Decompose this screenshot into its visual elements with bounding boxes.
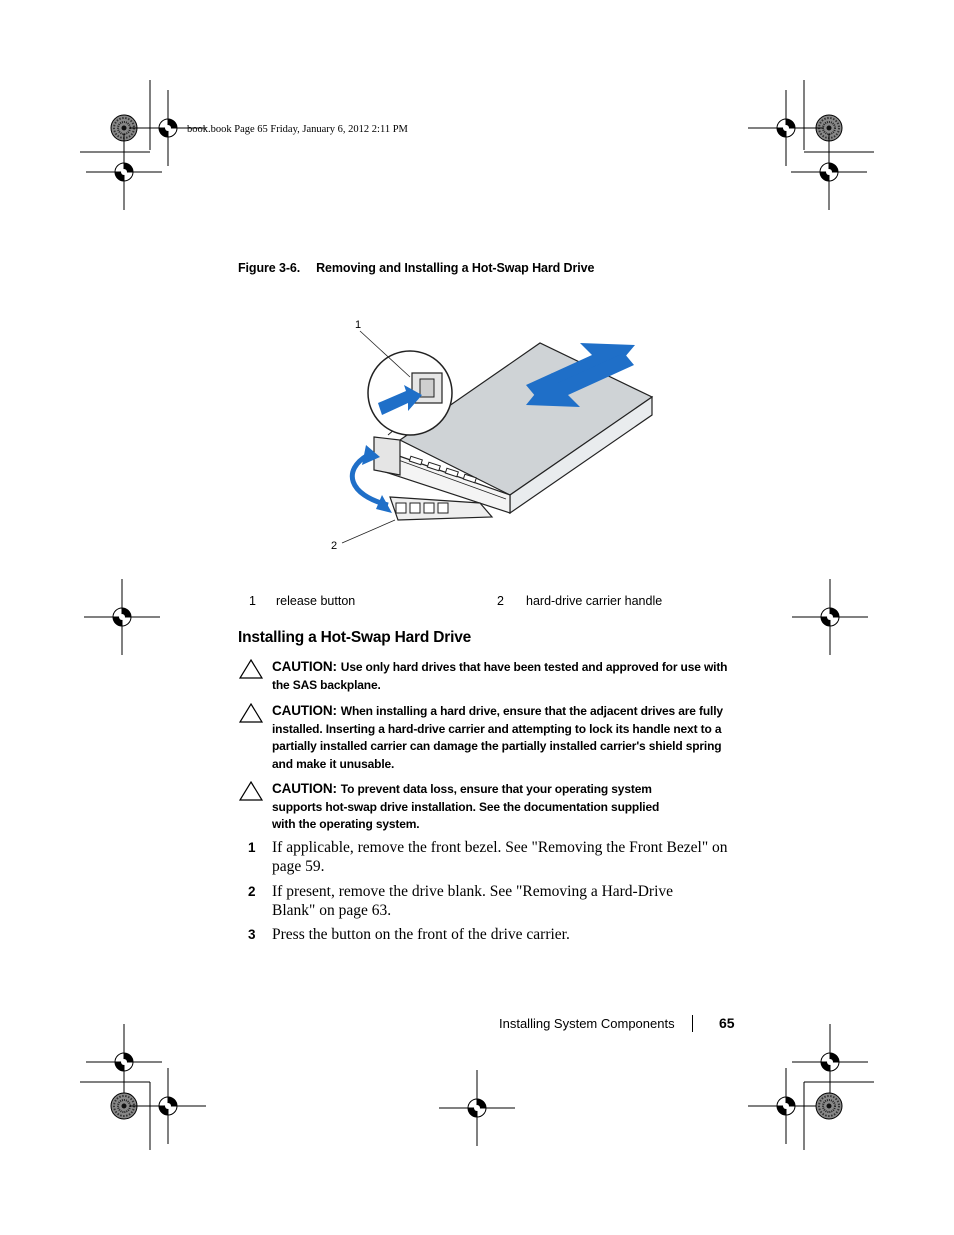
registration-mark-bottom-right [748, 1024, 874, 1150]
callout-2: 2 [331, 540, 338, 552]
footer-section: Installing System Components [499, 1016, 675, 1031]
legend-label-1: release button [276, 594, 356, 608]
step-number: 3 [248, 927, 256, 942]
release-button-zoom [368, 351, 452, 435]
step-text: Blank" on page 63. [272, 902, 392, 919]
step-text: page 59. [272, 858, 325, 875]
caution-text: and make it unusable. [272, 756, 395, 771]
page-number: 65 [719, 1015, 735, 1031]
caution-text: partially installed carrier can damage the partially installed carrier's shield spring [272, 739, 722, 753]
step-number: 1 [248, 840, 256, 855]
step-2 [248, 882, 738, 920]
caution-icon [238, 658, 264, 680]
caution-1 [238, 658, 738, 694]
step-3 [248, 925, 738, 944]
caution-text: with the operating system. [272, 817, 420, 831]
caution-label: CAUTION: [272, 703, 337, 718]
caution-text: Use only hard drives that have been tested and approved for use with [340, 660, 728, 674]
registration-mark-top-right [748, 80, 874, 210]
registration-mark-bottom-center [439, 1070, 515, 1146]
section-title: Installing a Hot-Swap Hard Drive [238, 629, 472, 646]
registration-mark-top-left [80, 80, 206, 210]
legend-num-2: 2 [497, 594, 504, 608]
legend-label-2: hard-drive carrier handle [526, 594, 663, 608]
caution-label: CAUTION: [272, 659, 337, 674]
registration-mark-right [792, 579, 868, 655]
caution-icon [238, 702, 264, 724]
step-1 [248, 838, 738, 876]
legend-num-1: 1 [249, 594, 256, 608]
figure-title: Removing and Installing a Hot-Swap Hard Drive [316, 261, 595, 275]
figure-caption [238, 261, 594, 275]
callout-leader-2 [342, 520, 395, 543]
step-number: 2 [248, 884, 256, 899]
print-slug: book.book Page 65 Friday, January 6, 2012 2:11 PM [187, 124, 408, 135]
caution-text: the SAS backplane. [272, 677, 381, 692]
caution-2 [238, 702, 738, 773]
caution-icon [238, 780, 264, 802]
step-text: Press the button on the front of the drive carrier. [272, 926, 570, 943]
registration-mark-bottom-left [80, 1024, 206, 1150]
caution-text: supports hot-swap drive installation. See the documentation supplied [272, 799, 660, 814]
step-text: If present, remove the drive blank. See "Removing a Hard-Drive [272, 883, 674, 900]
caution-text: installed. Inserting a hard-drive carrier and attempting to lock its handle next to a [272, 721, 722, 736]
caution-text: When installing a hard drive, ensure that the adjacent drives are fully [340, 704, 723, 718]
callout-1: 1 [355, 319, 362, 331]
caution-label: CAUTION: [272, 781, 337, 796]
caution-text: To prevent data loss, ensure that your operating system [340, 782, 652, 796]
caution-3 [238, 780, 738, 834]
footer-separator [692, 1015, 693, 1032]
step-text: If applicable, remove the front bezel. See "Removing the Front Bezel" on [272, 839, 728, 856]
figure-number: Figure 3-6. [238, 261, 301, 275]
hard-drive-illustration [330, 315, 670, 560]
registration-mark-left [84, 579, 160, 655]
